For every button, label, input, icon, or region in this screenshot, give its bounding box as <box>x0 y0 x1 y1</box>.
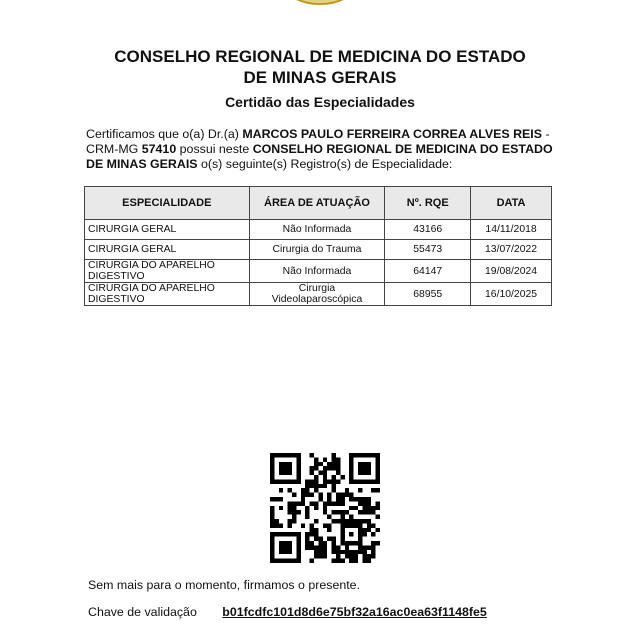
ending-text: o(s) seguinte(s) Registro(s) de Especialidade: <box>197 157 453 171</box>
council-name: CONSELHO REGIONAL DE MEDICINA DO ESTADO DE MINAS GERAIS <box>86 142 553 171</box>
validation-line <box>88 605 487 619</box>
document-subtitle: Certidão das Especialidades <box>225 94 415 110</box>
table-header-row <box>85 187 552 220</box>
specialties-table <box>84 186 552 306</box>
mid-text: possui neste <box>176 142 253 156</box>
cell-data: 19/08/2024 <box>471 260 552 283</box>
cell-especialidade: CIRURGIA DO APARELHO DIGESTIVO <box>85 260 250 283</box>
header-rqe: Nº. RQE <box>385 187 471 220</box>
cell-data: 16/10/2025 <box>471 283 552 306</box>
cell-especialidade: CIRURGIA GERAL <box>85 220 250 240</box>
intro-text: Certificamos que o(a) Dr.(a) <box>86 127 243 141</box>
after-name-text: - <box>542 127 550 141</box>
validation-label: Chave de validação <box>88 605 197 619</box>
cell-area: Cirurgia do Trauma <box>249 240 385 260</box>
header-area-atuacao: ÁREA DE ATUAÇÃO <box>249 187 385 220</box>
validation-key-link[interactable]: b01fcdfc101d8d6e75bf32a16ac0ea63f1148fe5 <box>222 605 487 619</box>
doctor-name: MARCOS PAULO FERREIRA CORREA ALVES REIS <box>242 127 542 141</box>
table-row <box>85 260 552 283</box>
cell-especialidade: CIRURGIA GERAL <box>85 240 250 260</box>
crm-seal-emblem <box>272 0 368 6</box>
council-heading <box>0 46 640 88</box>
cell-rqe: 43166 <box>385 220 471 240</box>
cell-data: 13/07/2022 <box>471 240 552 260</box>
cell-especialidade: CIRURGIA DO APARELHO DIGESTIVO <box>85 283 250 306</box>
cell-area: Não Informada <box>249 260 385 283</box>
cell-rqe: 64147 <box>385 260 471 283</box>
header-data: DATA <box>471 187 552 220</box>
certification-paragraph <box>86 127 556 172</box>
cell-area: Não Informada <box>249 220 385 240</box>
council-heading-line2: DE MINAS GERAIS <box>243 68 397 87</box>
cell-data: 14/11/2018 <box>471 220 552 240</box>
cell-rqe: 68955 <box>385 283 471 306</box>
cell-area: Cirurgia Videolaparoscópica <box>249 283 385 306</box>
council-heading-line1: CONSELHO REGIONAL DE MEDICINA DO ESTADO <box>114 47 526 66</box>
cell-rqe: 55473 <box>385 240 471 260</box>
closing-statement: Sem mais para o momento, firmamos o presente. <box>88 578 361 592</box>
table-row <box>85 240 552 260</box>
crm-prefix: CRM-MG <box>86 142 142 156</box>
table-row <box>85 220 552 240</box>
crm-number: 57410 <box>141 142 177 156</box>
validation-qr-code <box>270 453 380 563</box>
table-row <box>85 283 552 306</box>
header-especialidade: ESPECIALIDADE <box>85 187 250 220</box>
